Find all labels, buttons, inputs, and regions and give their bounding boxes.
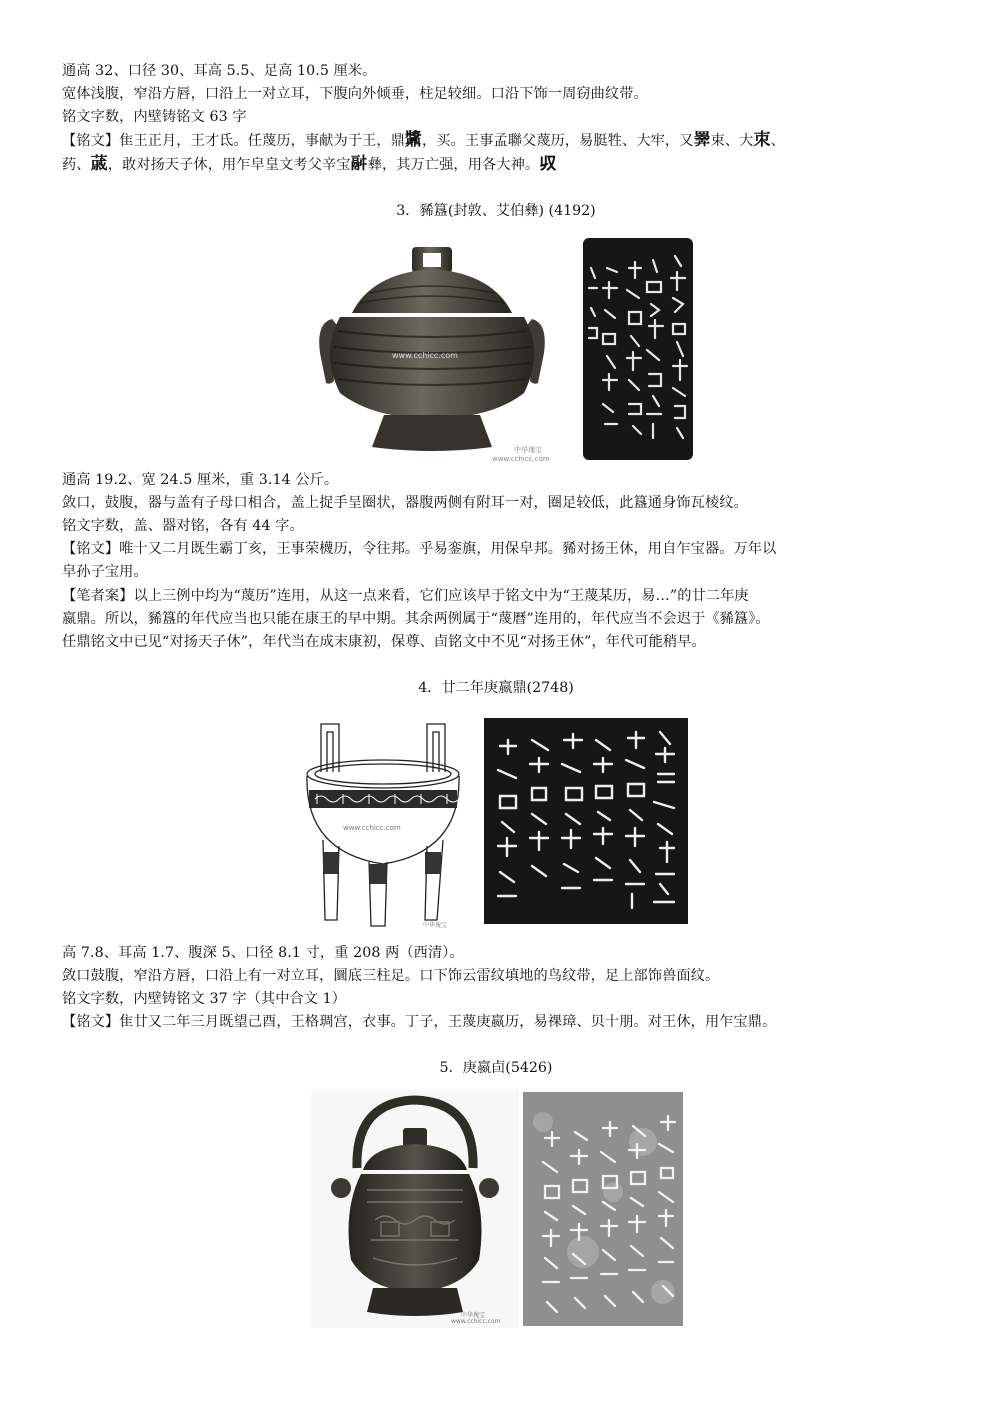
inscription-text-cont bbox=[62, 153, 934, 176]
archaic-glyph: 𦸗 bbox=[90, 154, 108, 174]
inscription-text bbox=[62, 129, 934, 152]
archaic-glyph: 𢍰 bbox=[693, 130, 711, 150]
inscription-count-text: 铭文字数，盖、器对铭，各有 44 字。 bbox=[62, 518, 304, 534]
archaic-glyph: 朿 bbox=[753, 130, 771, 150]
watermark-text: 中华瑰宝 bbox=[461, 1312, 486, 1319]
rubbing-glyphs bbox=[583, 238, 693, 460]
watermark-text: www.cchicc.com bbox=[343, 824, 401, 832]
inscription-count-text: 铭文字数，内壁铸铭文 37 字（其中合文 1） bbox=[62, 991, 347, 1007]
archaic-glyph: 䵼 bbox=[404, 130, 423, 150]
inscription-part: 束、大 bbox=[710, 133, 754, 149]
watermark-text: www.cchicc.com bbox=[392, 351, 458, 360]
author-note: 嬴鼎。所以，豨簋的年代应当也只能在康王的早中期。其余两例属于“蔑曆”连用的，年代应当不会迟于《豨簋》。 bbox=[62, 611, 770, 627]
inscription-text: 【铭文】唯十又二月既生霸丁亥，王事荣櫗历，令往邦。乎易銮旗，用保皁邦。豨对扬王休，用自乍宝器。万年以 bbox=[62, 541, 777, 557]
inscription-part: 、 bbox=[770, 133, 785, 149]
inscription-text: 【铭文】隹廿又二年三月既望己酉，王格琱宫，衣事。丁子，王蔑庚嬴历，易祼璋、贝十朋。对王休，用乍宝鼎。 bbox=[62, 1014, 777, 1030]
ding-line-drawing bbox=[297, 712, 467, 934]
description-text: 宽体浅腹，窄沿方唇，口沿上一对立耳，下腹向外倾垂，柱足较细。口沿下饰一周窃曲纹带。 bbox=[62, 86, 648, 102]
dimension-text: 通高 19.2、宽 24.5 厘米，重 3.14 公斤。 bbox=[62, 472, 339, 488]
watermark-text: 中华瑰宝 bbox=[423, 922, 448, 929]
you-vessel-photo bbox=[311, 1090, 519, 1328]
inscription-part: 【铭文】隹王正月，王才氐。任蔑历，事献为于王，鼎 bbox=[62, 133, 405, 149]
description-text: 敛口，鼓腹，器与盖有子母口相合，盖上捉手呈圈状，器腹两侧有附耳一对，圈足较低，此簋通身饰瓦棱纹。 bbox=[62, 495, 748, 511]
author-note: 【笔者案】以上三例中均为“蔑历”连用，从这一点来看，它们应该早于铭文中为“王蔑某历，易…”的廿二年庚 bbox=[62, 588, 749, 604]
inscription-text: 皁孙子宝用。 bbox=[62, 564, 148, 580]
watermark-text: www.cchicc.com bbox=[451, 1318, 501, 1325]
archaic-glyph: 𠬞 bbox=[539, 154, 557, 174]
you-inscription-rubbing bbox=[523, 1092, 683, 1326]
ding-illustration bbox=[297, 712, 467, 934]
watermark-text: 中华瑰宝 bbox=[514, 446, 542, 454]
gui-inscription-rubbing bbox=[583, 238, 693, 460]
description-text: 敛口鼓腹，窄沿方唇，口沿上有一对立耳，圜底三柱足。口下饰云雷纹填地的鸟纹带，足上部饰兽面纹。 bbox=[62, 968, 720, 984]
gui-vessel-photo bbox=[292, 233, 570, 467]
inscription-part: ，买。王事孟聯父蔑历，易脡牲、大牢，又 bbox=[422, 133, 694, 149]
section-heading: 3．豨簋(封敦、艾伯彝) (4192) bbox=[396, 203, 596, 219]
inscription-count-text: 铭文字数，内壁铸铭文 63 字 bbox=[62, 109, 247, 125]
section-heading: 5．庚嬴卣(5426) bbox=[439, 1060, 553, 1076]
watermark-text: www.cchicc.com bbox=[492, 455, 550, 463]
inscription-part: ，敢对扬天子休，用乍皁皇文考父辛宝 bbox=[107, 157, 351, 173]
section-heading: 4．廿二年庚嬴鼎(2748) bbox=[418, 680, 574, 696]
you-vessel-illustration bbox=[311, 1090, 519, 1328]
dimension-text: 高 7.8、耳高 1.7、腹深 5、口径 8.1 寸，重 208 两（西清）。 bbox=[62, 945, 464, 961]
rubbing-glyphs bbox=[523, 1092, 683, 1326]
rubbing-glyphs bbox=[484, 718, 688, 924]
author-note: 任鼎铭文中已见“对扬天子休”，年代当在成末康初，保尊、卣铭文中不见“对扬王休”，年代可能稍早。 bbox=[62, 634, 706, 650]
inscription-part: 药、 bbox=[62, 157, 91, 173]
inscription-part: 彝，其万亡强，用各大神。 bbox=[367, 157, 540, 173]
dimension-text: 通高 32、口径 30、耳高 5.5、足高 10.5 厘米。 bbox=[62, 63, 377, 79]
ding-inscription-rubbing bbox=[484, 718, 688, 924]
gui-vessel-illustration bbox=[292, 233, 570, 467]
archaic-glyph: 𩰫 bbox=[350, 154, 368, 174]
